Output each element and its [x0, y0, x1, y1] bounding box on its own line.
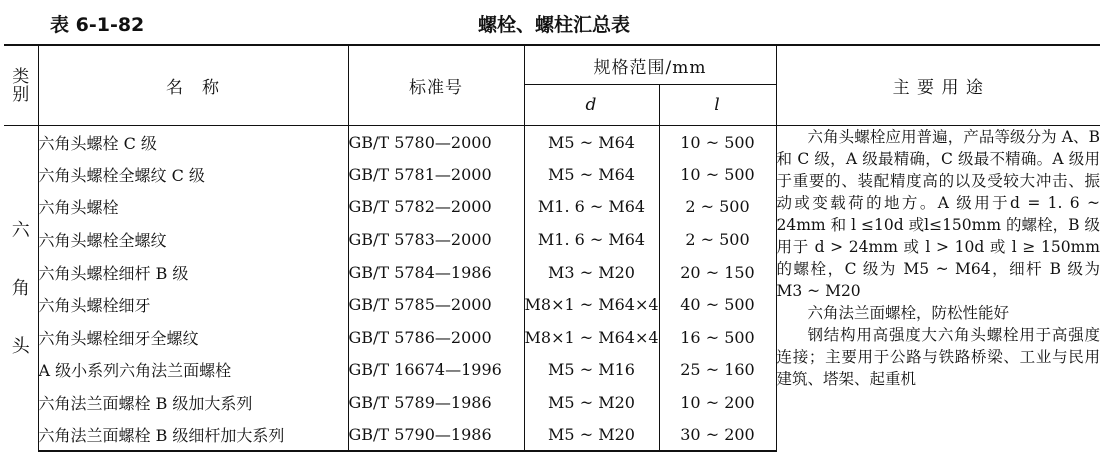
name-cell: 六角法兰面螺栓 B 级加大系列 [38, 386, 348, 419]
d-range-cell: M5 ~ M20 [524, 386, 659, 419]
name-cell: 六角头螺栓全螺纹 C 级 [38, 158, 348, 191]
usage-paragraph-3: 钢结构用高强度大六角头螺栓用于高强度连接；主要用于公路与铁路桥梁、工业与民用建筑、塔架、起重机 [776, 326, 1100, 388]
l-range-cell: 16 ~ 500 [659, 321, 776, 354]
usage-paragraph-2: 六角法兰面螺栓，防松性能好 [807, 304, 1010, 322]
header-d: d [524, 85, 659, 126]
name-cell: 六角头螺栓细牙全螺纹 [38, 321, 348, 354]
standard-cell: GB/T 5784—1986 [348, 256, 524, 289]
l-range-cell: 10 ~ 200 [659, 386, 776, 419]
table-row [4, 126, 1100, 159]
bolt-summary-table [4, 44, 1100, 452]
d-range-cell: M5 ~ M64 [524, 158, 659, 191]
standard-cell: GB/T 5790—1986 [348, 419, 524, 452]
usage-paragraph-1: 六角头螺栓应用普遍，产品等级分为 A、B 和 C 级，A 级最精确，C 级最不精确。A 级用于重要的、装配精度高的以及受较大冲击、振动或变载荷的地方。A 级用于d = 1. 6 ~ 24mm 和 l ≤10d 或l≤150mm 的螺栓，B 级用于 d > 24mm 或 l > 10d 或 l ≥ 150mm 的螺栓，C 级为 M5 ~ M64，细杆 B 级为 M3 ~ M20 [776, 128, 1100, 300]
usage-cell [776, 126, 1100, 452]
d-range-cell: M1. 6 ~ M64 [524, 191, 659, 224]
name-cell: 六角法兰面螺栓 B 级细杆加大系列 [38, 419, 348, 452]
standard-cell: GB/T 5789—1986 [348, 386, 524, 419]
d-range-cell: M5 ~ M16 [524, 354, 659, 387]
standard-cell: GB/T 5786—2000 [348, 321, 524, 354]
name-cell: 六角头螺栓 C 级 [38, 126, 348, 159]
l-range-cell: 20 ~ 150 [659, 256, 776, 289]
table-caption [0, 8, 1108, 38]
l-range-cell: 10 ~ 500 [659, 158, 776, 191]
l-range-cell: 10 ~ 500 [659, 126, 776, 159]
d-range-cell: M8×1 ~ M64×4 [524, 288, 659, 321]
table-number: 表 6-1-82 [50, 14, 145, 36]
d-range-cell: M5 ~ M20 [524, 419, 659, 452]
l-range-cell: 40 ~ 500 [659, 288, 776, 321]
name-cell: A 级小系列六角法兰面螺栓 [38, 354, 348, 387]
d-range-cell: M8×1 ~ M64×4 [524, 321, 659, 354]
l-range-cell: 2 ~ 500 [659, 191, 776, 224]
standard-cell: GB/T 5783—2000 [348, 223, 524, 256]
header-usage: 主 要 用 途 [776, 45, 1100, 126]
standard-cell: GB/T 5781—2000 [348, 158, 524, 191]
standard-cell: GB/T 5785—2000 [348, 288, 524, 321]
header-category: 类别 [4, 45, 38, 126]
standard-cell: GB/T 5780—2000 [348, 126, 524, 159]
l-range-cell: 30 ~ 200 [659, 419, 776, 452]
d-range-cell: M5 ~ M64 [524, 126, 659, 159]
l-range-cell: 25 ~ 160 [659, 354, 776, 387]
name-cell: 六角头螺栓 [38, 191, 348, 224]
standard-cell: GB/T 16674—1996 [348, 354, 524, 387]
header-name: 名 称 [38, 45, 348, 126]
category-cell: 六角头 [4, 126, 38, 452]
l-range-cell: 2 ~ 500 [659, 223, 776, 256]
d-range-cell: M1. 6 ~ M64 [524, 223, 659, 256]
standard-cell: GB/T 5782—2000 [348, 191, 524, 224]
table-title: 螺栓、螺柱汇总表 [477, 14, 630, 36]
d-range-cell: M3 ~ M20 [524, 256, 659, 289]
name-cell: 六角头螺栓细杆 B 级 [38, 256, 348, 289]
name-cell: 六角头螺栓全螺纹 [38, 223, 348, 256]
header-l: l [659, 85, 776, 126]
header-standard: 标准号 [348, 45, 524, 126]
name-cell: 六角头螺栓细牙 [38, 288, 348, 321]
header-spec-range: 规格范围/mm [524, 45, 776, 85]
